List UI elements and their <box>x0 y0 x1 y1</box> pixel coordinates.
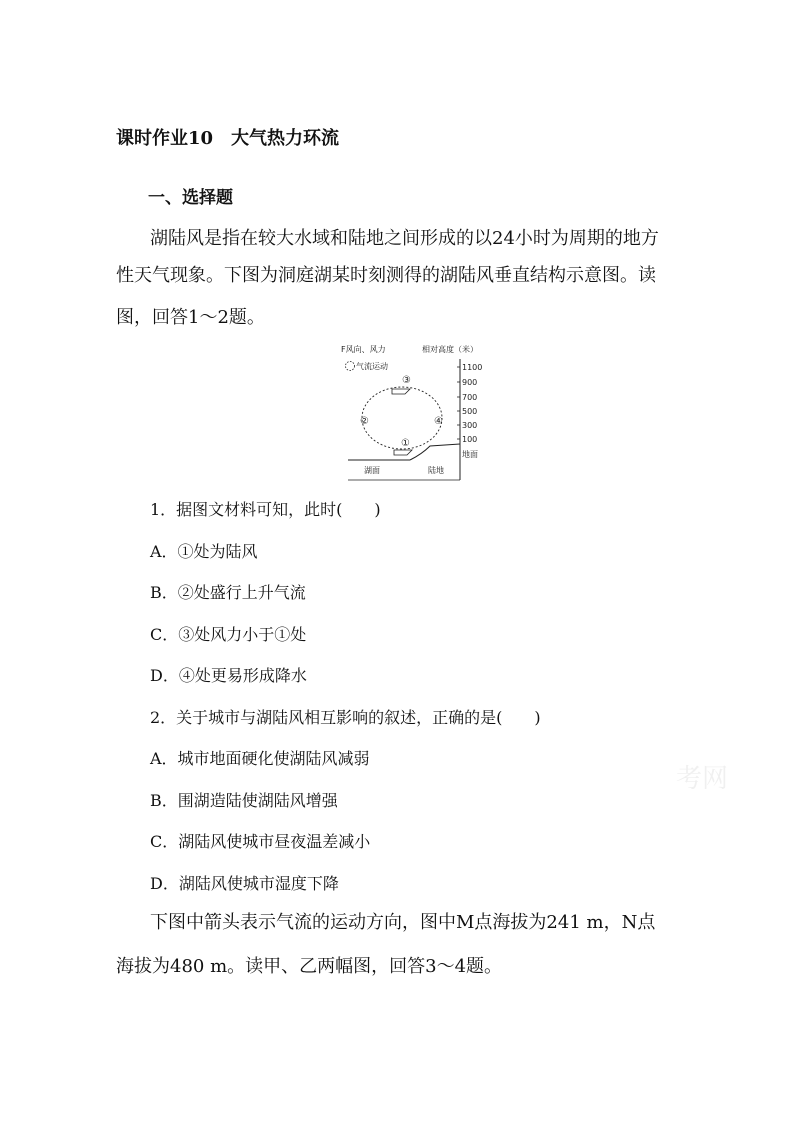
legend-flow: 气流运动 <box>356 362 388 371</box>
question-2-option-b: B．围湖造陆使湖陆风增强 <box>150 791 338 810</box>
wind-flag-upper <box>392 389 410 394</box>
land-label: 陆地 <box>428 466 444 475</box>
question-2-option-d: D．湖陆风使城市湿度下降 <box>150 874 339 893</box>
question-1-option-c: C．③处风力小于①处 <box>150 625 307 644</box>
lake-label: 湖面 <box>364 466 380 475</box>
marker-2: ② <box>360 416 369 427</box>
question-1-stem: 1．据图文材料可知，此时( ) <box>150 500 381 519</box>
intro-2-line-1: 下图中箭头表示气流的运动方向，图中M点海拔为241 m，N点 <box>150 912 656 933</box>
legend-flow-icon <box>346 362 355 371</box>
tick-label: 地面 <box>462 450 478 459</box>
watermark: 考网 <box>676 764 729 794</box>
tick-label: 700 <box>462 393 478 402</box>
intro-2-line-2: 海拔为480 m。读甲、乙两幅图，回答3～4题。 <box>116 956 503 977</box>
legend-wind: F风向、风力 <box>341 345 386 354</box>
marker-4: ④ <box>434 416 443 427</box>
marker-3: ③ <box>402 375 411 386</box>
question-2-option-a: A．城市地面硬化使湖陆风减弱 <box>150 749 370 768</box>
marker-1: ① <box>401 438 410 449</box>
intro-1-line-2: 性天气现象。下图为洞庭湖某时刻测得的湖陆风垂直结构示意图。读 <box>116 265 656 286</box>
intro-1-line-1: 湖陆风是指在较大水域和陆地之间形成的以24小时为周期的地方 <box>150 228 659 249</box>
intro-1-line-3: 图，回答1～2题。 <box>116 307 265 328</box>
tick-label: 300 <box>462 421 478 430</box>
axis-title: 相对高度（米） <box>422 345 478 354</box>
tick-label: 1100 <box>462 363 483 372</box>
wind-flag-lower <box>394 450 412 455</box>
question-2-option-c: C．湖陆风使城市昼夜温差减小 <box>150 832 371 851</box>
question-1-option-a: A．①处为陆风 <box>150 542 258 561</box>
tick-label: 100 <box>462 435 478 444</box>
tick-label: 500 <box>462 407 478 416</box>
question-1-option-b: B．②处盛行上升气流 <box>150 583 306 602</box>
lake-land-breeze-diagram <box>338 342 490 482</box>
tick-label: 900 <box>462 378 478 387</box>
section-heading: 一、选择题 <box>148 188 233 208</box>
page-title: 课时作业10 大气热力环流 <box>116 128 340 149</box>
question-1-option-d: D．④处更易形成降水 <box>150 666 307 685</box>
question-2-stem: 2．关于城市与湖陆风相互影响的叙述，正确的是( ) <box>150 708 541 727</box>
